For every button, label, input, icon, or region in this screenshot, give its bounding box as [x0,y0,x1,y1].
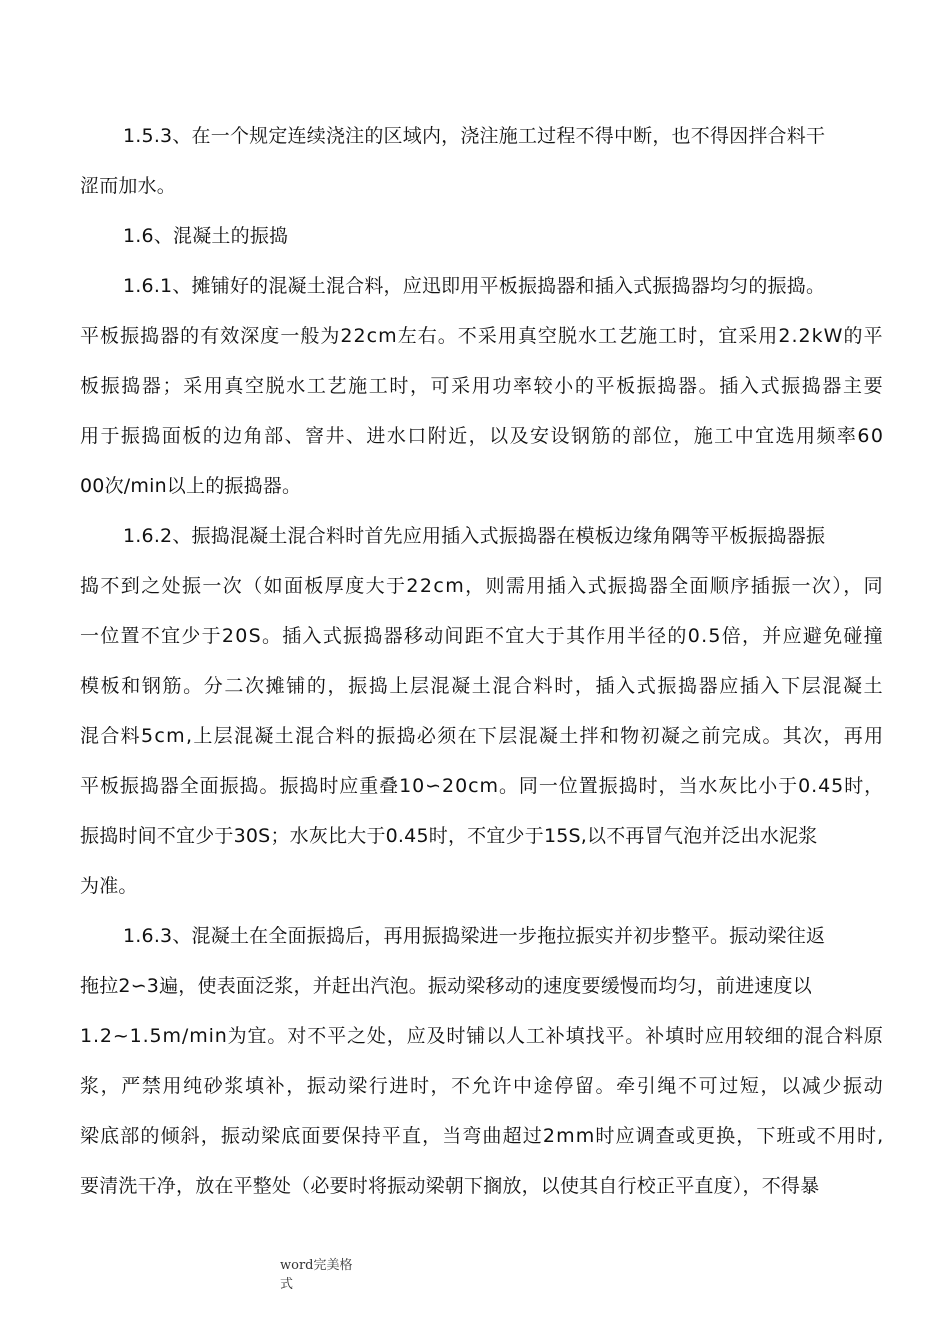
text-line: 平板振捣器的有效深度一般为22cm左右。不采用真空脱水工艺施工时，宜采用2.2kW的平 [80,325,884,347]
text-line: 振捣时间不宜少于30S；水灰比大于0.45时，不宜少于15S,以不再冒气泡并泛出水泥浆 [80,825,818,847]
text-line: 梁底部的倾斜，振动梁底面要保持平直，当弯曲超过2mm时应调查或更换，下班或不用时, [80,1125,885,1147]
text-line: 捣不到之处振一次（如面板厚度大于22cm，则需用插入式振捣器全面顺序插振一次），同 [80,575,885,597]
text-line: 用于振捣面板的边角部、窨井、进水口附近，以及安设钢筋的部位，施工中宜选用频率60 [80,425,885,447]
text-line: 1.6.2、振捣混凝土混合料时首先应用插入式振捣器在模板边缘角隅等平板振捣器振 [123,525,826,547]
text-line: 浆，严禁用纯砂浆填补，振动梁行进时，不允许中途停留。牵引绳不可过短，以减少振动 [80,1075,885,1097]
text-line: 涩而加水。 [80,175,177,197]
text-line: 1.2~1.5m/min为宜。对不平之处，应及时铺以人工补填找平。补填时应用较细的混合料原 [80,1025,884,1047]
page-footer: word完美格式 [280,1258,353,1292]
text-line: 为准。 [80,875,138,897]
text-line: 00次/min以上的振捣器。 [80,475,302,497]
text-line: 混合料5cm,上层混凝土混合料的振捣必须在下层混凝土拌和物初凝之前完成。其次，再用 [80,725,885,747]
text-line: 平板振捣器全面振捣。振捣时应重叠10∽20cm。同一位置振捣时，当水灰比小于0.45时， [80,775,885,797]
text-line: 板振捣器；采用真空脱水工艺施工时，可采用功率较小的平板振捣器。插入式振捣器主要 [80,375,885,397]
text-line: 一位置不宜少于20S。插入式振捣器移动间距不宜大于其作用半径的0.5倍，并应避免碰撞 [80,625,884,647]
text-line: 要清洗干净，放在平整处（必要时将振动梁朝下搁放，以使其自行校正平直度），不得暴 [80,1175,820,1197]
text-line: 1.6.3、混凝土在全面振捣后，再用振捣梁进一步拖拉振实并初步整平。振动梁往返 [123,925,826,947]
section-heading: 1.6、混凝土的振捣 [123,225,289,247]
text-line: 1.5.3、在一个规定连续浇注的区域内，浇注施工过程不得中断，也不得因拌合料干 [123,125,826,147]
text-line: 拖拉2∽3遍，使表面泛浆，并赶出汽泡。振动梁移动的速度要缓慢而均匀，前进速度以 [80,975,812,997]
text-line: 1.6.1、摊铺好的混凝土混合料，应迅即用平板振捣器和插入式振捣器均匀的振捣。 [123,275,826,297]
text-line: 模板和钢筋。分二次摊铺的，振捣上层混凝土混合料时，插入式振捣器应插入下层混凝土 [80,675,885,697]
